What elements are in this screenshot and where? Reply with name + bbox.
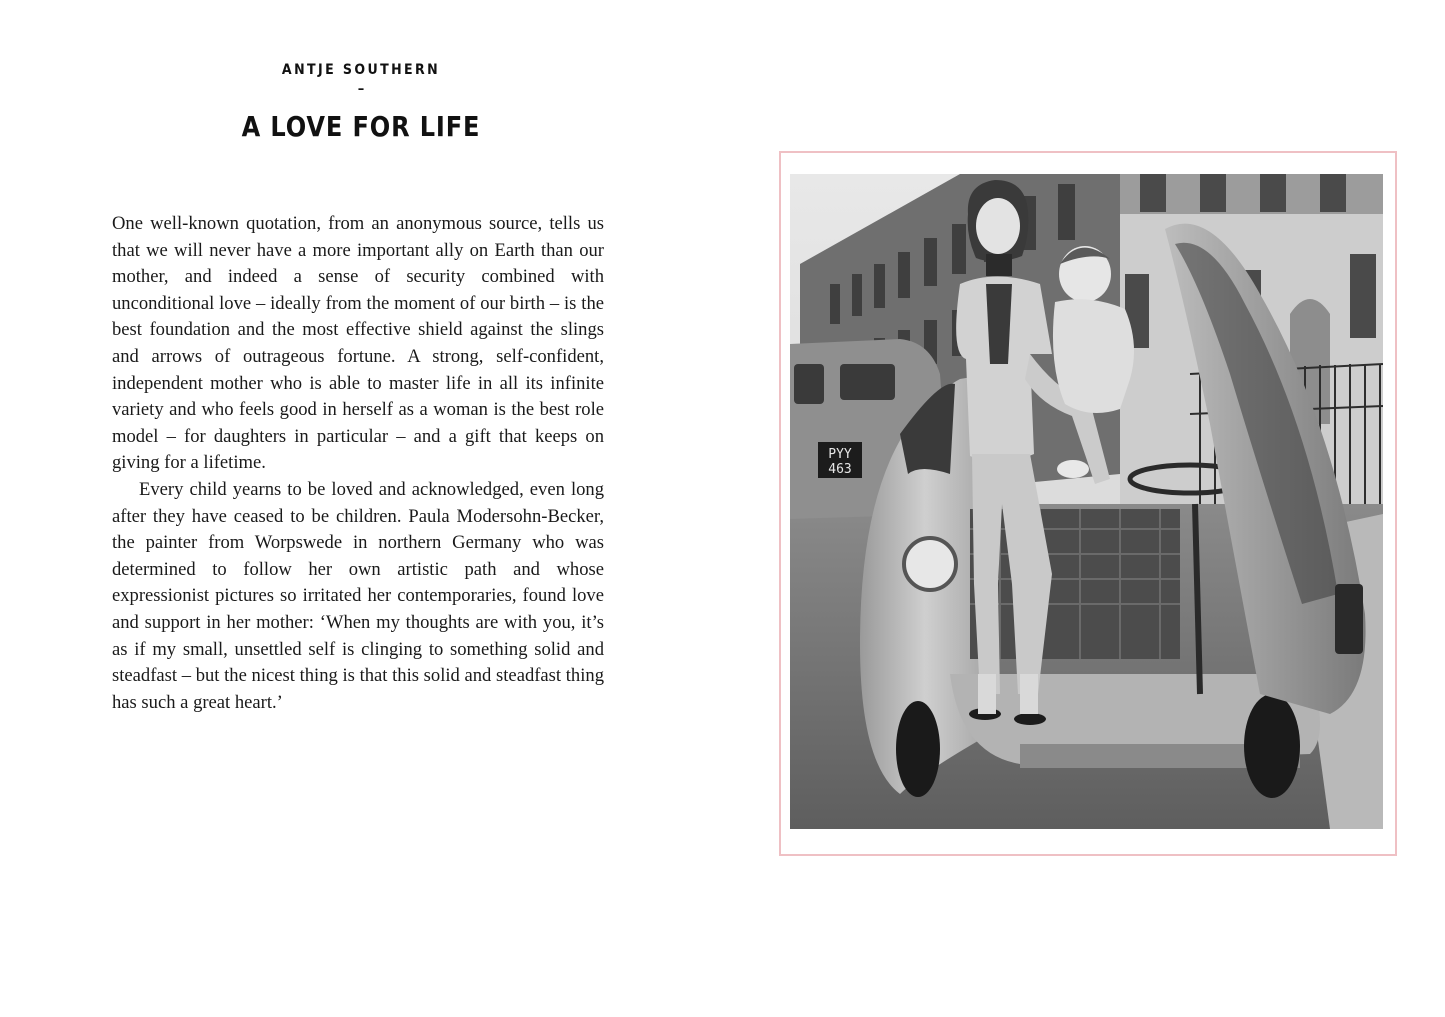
title-separator: – (357, 82, 365, 97)
left-page (0, 0, 722, 1017)
paragraph-1: One well-known quotation, from an anonymous source, tells us that we will never have a more important ally on Earth than our mother, and indeed a sense of security combined with unconditional love – ideally from the moment of our birth – is the best foundation and the most effective shield against the slings and arrows of outrageous fortune. A strong, self-confident, independent mother who is able to master life in all its infinite variety and who feels good in herself as a woman is the best role model – for daughters in particular – and a gift that keeps on giving for a lifetime. (112, 213, 604, 474)
author-name: ANTJE SOUTHERN (281, 62, 441, 78)
body-text (112, 211, 604, 716)
door-number-plate (1335, 584, 1363, 654)
photo-illustration (790, 174, 1383, 829)
car-headlight (904, 538, 956, 590)
photo-mother-and-baby-bubble-car (790, 174, 1383, 829)
paragraph-2: Every child yearns to be loved and acknowledged, even long after they have ceased to be children. Paula Modersohn-Becker, the painter from Worpswede in northern Germany who was determined to follow her own artistic path and whose expressionist pictures so irritated her contemporaries, found love and support in her mother: ‘When my thoughts are with you, it’s as if my small, unsettled self is clinging to something solid and steadfast – but the nicest thing is that this solid and steadfast thing has such a great heart.’ (112, 478, 604, 713)
article-title: A LOVE FOR LIFE (241, 110, 481, 143)
car-seat (970, 509, 1180, 659)
license-plate-line1: PYY (828, 447, 852, 462)
car-front-wheel (896, 701, 940, 797)
car-rear-wheel (1244, 694, 1300, 798)
license-plate-line2: 463 (828, 462, 852, 477)
